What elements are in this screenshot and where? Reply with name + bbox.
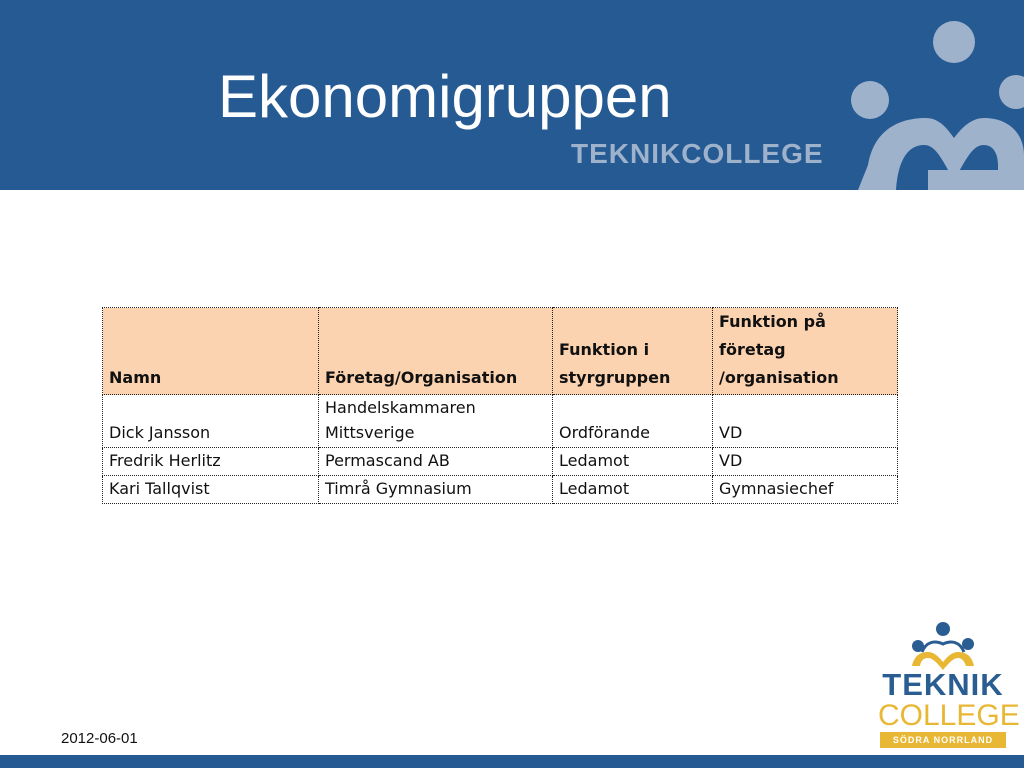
cell-function: VD xyxy=(713,395,898,448)
committee-table xyxy=(102,307,898,504)
cell-name: Dick Jansson xyxy=(103,395,319,448)
logo-text-college: COLLEGE xyxy=(878,699,1020,732)
slide-title: Ekonomigruppen xyxy=(218,63,672,130)
cell-name: Kari Tallqvist xyxy=(103,476,319,504)
teknikcollege-logo xyxy=(878,620,1020,750)
cell-role: Ordförande xyxy=(553,395,713,448)
cell-organisation: Timrå Gymnasium xyxy=(319,476,553,504)
emblem-head-left xyxy=(851,81,889,119)
committee-table-wrapper xyxy=(102,307,898,504)
brand-watermark: TEKNIKCOLLEGE xyxy=(571,138,824,169)
teknikcollege-emblem-icon xyxy=(848,20,1024,190)
header-banner xyxy=(0,0,1024,190)
header-name: Namn xyxy=(103,308,319,395)
emblem-head-center xyxy=(933,21,975,63)
logo-text-teknik: TEKNIK xyxy=(882,667,1004,702)
table-header-row xyxy=(103,308,898,395)
footer-date: 2012-06-01 xyxy=(61,730,138,747)
logo-region-label: SÖDRA NORRLAND xyxy=(880,732,1006,748)
header-role-at-company: Funktion på företag /organisation xyxy=(713,308,898,395)
cell-organisation: Permascand AB xyxy=(319,448,553,476)
table-row xyxy=(103,448,898,476)
cell-organisation: Handelskammaren Mittsverige xyxy=(319,395,553,448)
table-row xyxy=(103,395,898,448)
emblem-base xyxy=(928,170,1024,190)
cell-function: VD xyxy=(713,448,898,476)
cell-role: Ledamot xyxy=(553,448,713,476)
header-role-in-steering-group: Funktion i styrgruppen xyxy=(553,308,713,395)
header-organisation: Företag/Organisation xyxy=(319,308,553,395)
cell-function: Gymnasiechef xyxy=(713,476,898,504)
cell-role: Ledamot xyxy=(553,476,713,504)
cell-name: Fredrik Herlitz xyxy=(103,448,319,476)
teknikcollege-people-icon xyxy=(908,620,978,670)
emblem-head-right xyxy=(999,75,1024,109)
table-row xyxy=(103,476,898,504)
footer-bar xyxy=(0,755,1024,768)
